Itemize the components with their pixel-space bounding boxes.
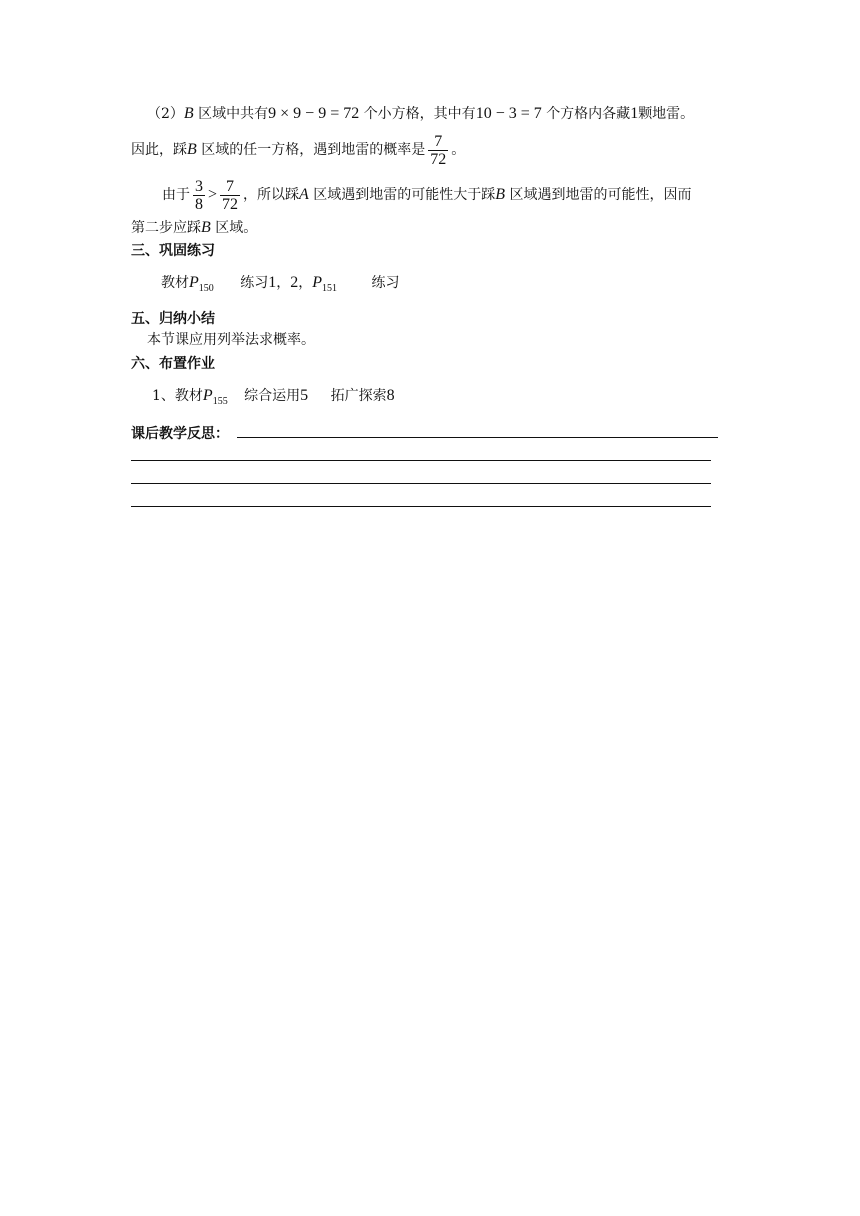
var-b: B xyxy=(495,186,506,203)
para2-line1 xyxy=(147,104,694,124)
exercise-label: 练习 xyxy=(371,275,400,291)
page-symbol: P xyxy=(202,387,213,404)
exercise-label: 练习 xyxy=(240,275,269,291)
greater-than-sign: > xyxy=(208,186,218,203)
para2-line2 xyxy=(131,132,465,168)
reflection-label: 课后教学反思： xyxy=(131,426,229,442)
separator: ， xyxy=(298,275,313,291)
section-6-content xyxy=(152,386,395,412)
fraction-3-8 xyxy=(193,178,205,213)
section-3-content xyxy=(161,273,399,299)
para2-line2-text-a: 因此，踩 xyxy=(131,142,187,158)
fraction-numerator: 7 xyxy=(428,133,448,151)
var-b: B xyxy=(187,141,197,158)
number-one: 1 xyxy=(630,105,639,122)
compare-line2-text-a: 第二步应踩 xyxy=(131,220,201,236)
expression-1: 9 × 9 − 9 = 72 xyxy=(268,105,360,122)
section-5-text: 本节课应用列举法求概率。 xyxy=(147,332,315,348)
reflection-line xyxy=(131,506,711,507)
fraction-denominator: 72 xyxy=(430,150,447,168)
page-symbol: P xyxy=(189,274,199,291)
compare-line1 xyxy=(162,175,692,215)
homework-item-number: 8 xyxy=(386,387,395,404)
reflection-line xyxy=(131,483,711,484)
para2-text3: 个方格内各藏 xyxy=(546,106,631,122)
section-3-heading: 三、巩固练习 xyxy=(131,243,215,259)
compare-text-c: 区域遇到地雷的可能性大于踩 xyxy=(313,187,496,203)
para2-text1: 区域中共有 xyxy=(198,106,269,122)
fraction-numerator: 3 xyxy=(195,177,203,195)
exercise-number: 2 xyxy=(290,274,299,291)
expression-2: 10 − 3 = 7 xyxy=(475,105,542,122)
reflection-line xyxy=(237,437,718,438)
var-a: A xyxy=(299,186,309,203)
para2-prefix: （2） xyxy=(147,106,184,122)
fraction-denominator: 72 xyxy=(222,195,239,213)
compare-text-a: 由于 xyxy=(162,187,190,203)
homework-item-label: 综合运用 xyxy=(244,388,301,404)
para2-line2-end: 。 xyxy=(451,142,466,158)
fraction-denominator: 8 xyxy=(195,195,203,213)
compare-text-b: ，所以踩 xyxy=(243,187,300,203)
para2-text4: 颗地雷。 xyxy=(638,106,695,122)
page-number-subscript: 151 xyxy=(322,283,338,294)
homework-item-label: 拓广探索 xyxy=(330,388,387,404)
compare-line2-text-b: 区域。 xyxy=(215,220,258,236)
section-6-heading: 六、布置作业 xyxy=(131,356,215,372)
page-symbol: P xyxy=(312,274,323,291)
compare-text-d: 区域遇到地雷的可能性，因而 xyxy=(509,187,692,203)
separator: ， xyxy=(276,275,291,291)
homework-label: 1、教材 xyxy=(152,388,203,404)
homework-item-number: 5 xyxy=(300,387,309,404)
textbook-label: 教材 xyxy=(161,275,189,291)
section-5-heading: 五、归纳小结 xyxy=(131,311,215,327)
para2-line2-text-b: 区域的任一方格，遇到地雷的概率是 xyxy=(201,142,426,158)
var-b: B xyxy=(183,105,194,122)
exercise-number: 1 xyxy=(268,274,277,291)
fraction-7-72 xyxy=(428,133,448,168)
reflection-line xyxy=(131,460,711,461)
para2-text2: 个小方格，其中有 xyxy=(363,106,476,122)
page-number-subscript: 150 xyxy=(198,283,214,294)
compare-line2 xyxy=(131,218,257,238)
var-b: B xyxy=(201,219,211,236)
fraction-7-72 xyxy=(220,178,240,213)
fraction-numerator: 7 xyxy=(220,178,240,196)
page-number-subscript: 155 xyxy=(212,396,228,407)
